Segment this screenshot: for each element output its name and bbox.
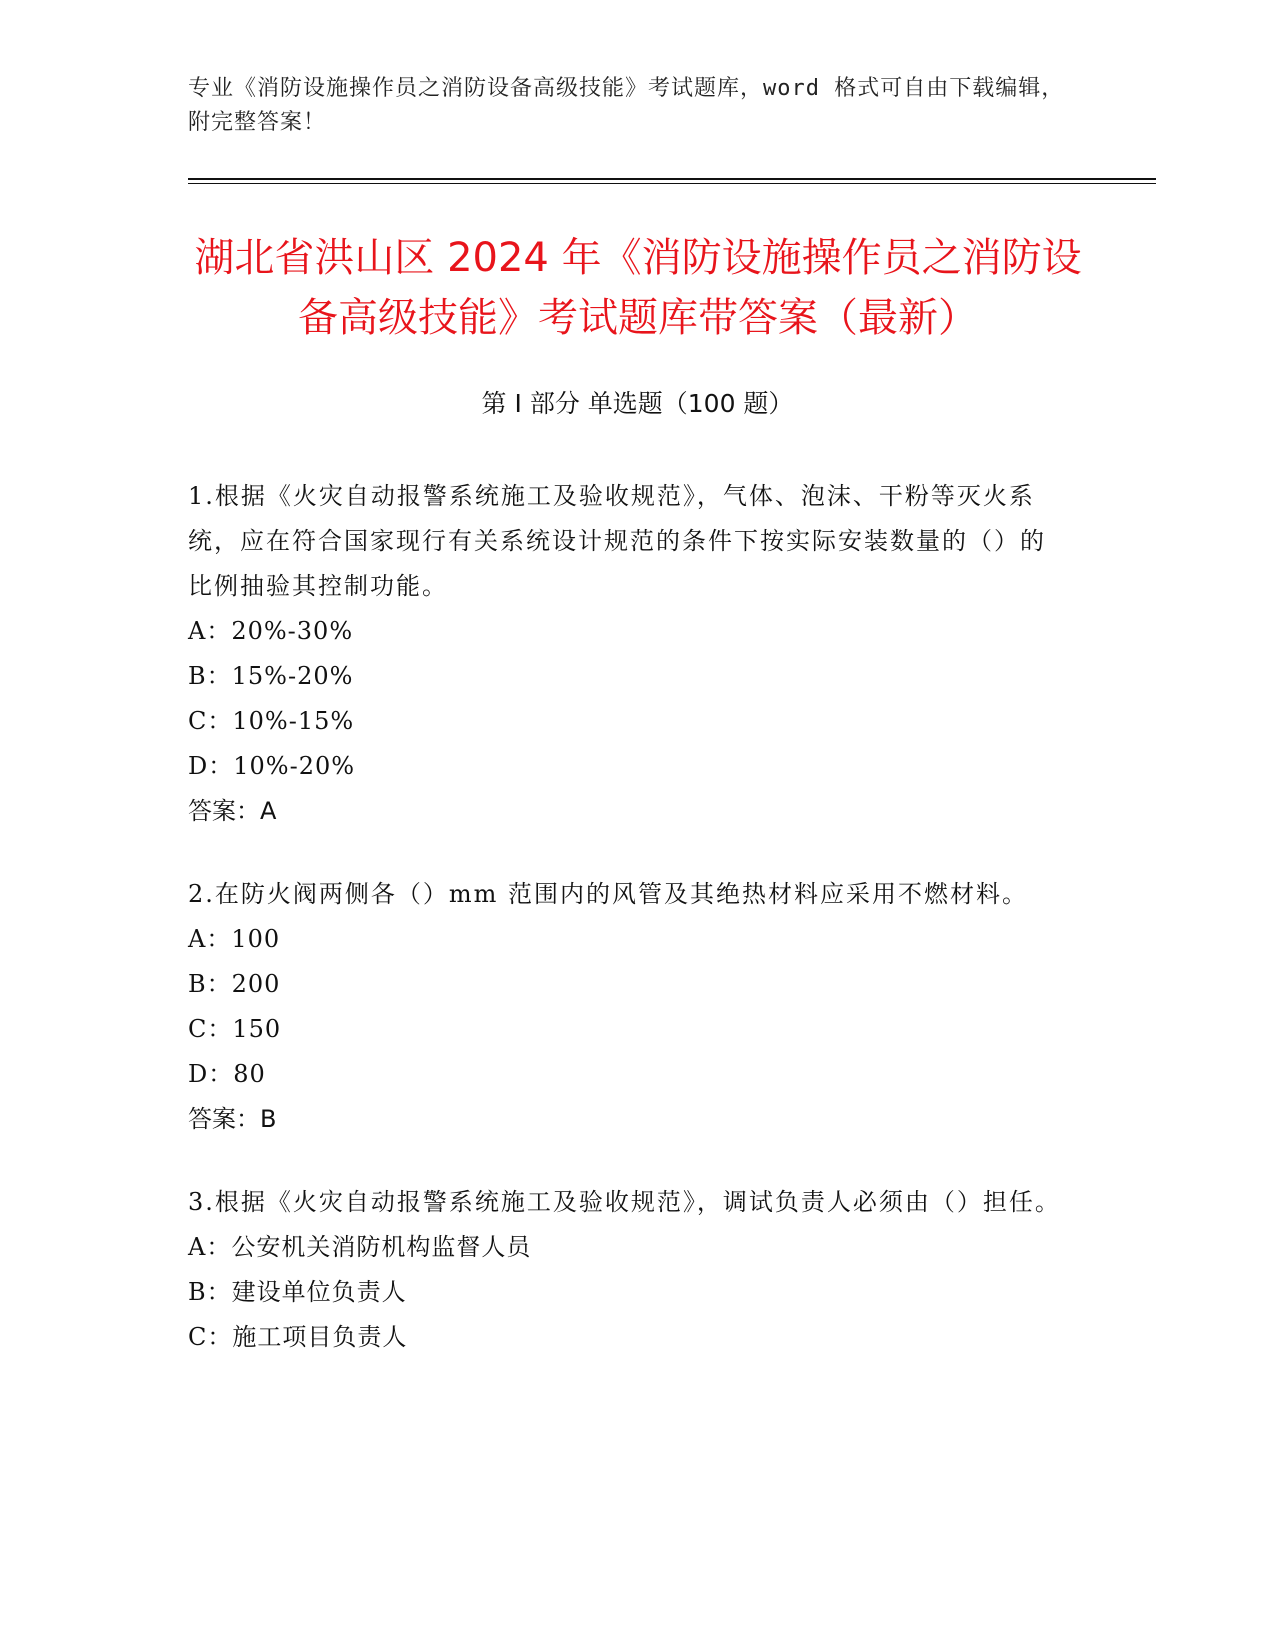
option-a: A：公安机关消防机构监督人员: [188, 1233, 532, 1261]
question-answer: 答案：B: [188, 1105, 277, 1133]
header-note: 专业《消防设施操作员之消防设备高级技能》考试题库，word 格式可自由下载编辑，附完整答案！: [188, 76, 1065, 135]
option-b: B：建设单位负责人: [188, 1278, 407, 1306]
option-a: A：20%-30%: [188, 617, 354, 645]
question-2: [188, 872, 1068, 1142]
question-stem: 2.在防火阀两侧各（）mm 范围内的风管及其绝热材料应采用不燃材料。: [188, 880, 1029, 908]
option-b: B：15%-20%: [188, 662, 354, 690]
document-title: 湖北省洪山区 2024 年《消防设施操作员之消防设备高级技能》考试题库带答案（最新）: [194, 235, 1082, 341]
option-c: C：10%-15%: [188, 707, 355, 735]
question-answer: 答案：A: [188, 797, 277, 825]
question-1: [188, 474, 1068, 834]
question-stem: 1.根据《火灾自动报警系统施工及验收规范》，气体、泡沫、干粉等灭火系统，应在符合国家现行有关系统设计规范的条件下按实际安装数量的（）的比例抽验其控制功能。: [188, 482, 1046, 600]
option-c: C：施工项目负责人: [188, 1323, 408, 1351]
option-c: C：150: [188, 1015, 282, 1043]
header-divider-thick: [188, 178, 1156, 180]
header-divider-thin: [188, 183, 1156, 184]
question-list: [188, 474, 1068, 1398]
section-title: 第 I 部分 单选题（100 题）: [481, 389, 794, 418]
option-a: A：100: [188, 925, 281, 953]
option-b: B：200: [188, 970, 281, 998]
question-stem: 3.根据《火灾自动报警系统施工及验收规范》，调试负责人必须由（）担任。: [188, 1188, 1061, 1216]
option-d: D：10%-20%: [188, 752, 356, 780]
question-3: [188, 1180, 1068, 1360]
option-d: D：80: [188, 1060, 266, 1088]
